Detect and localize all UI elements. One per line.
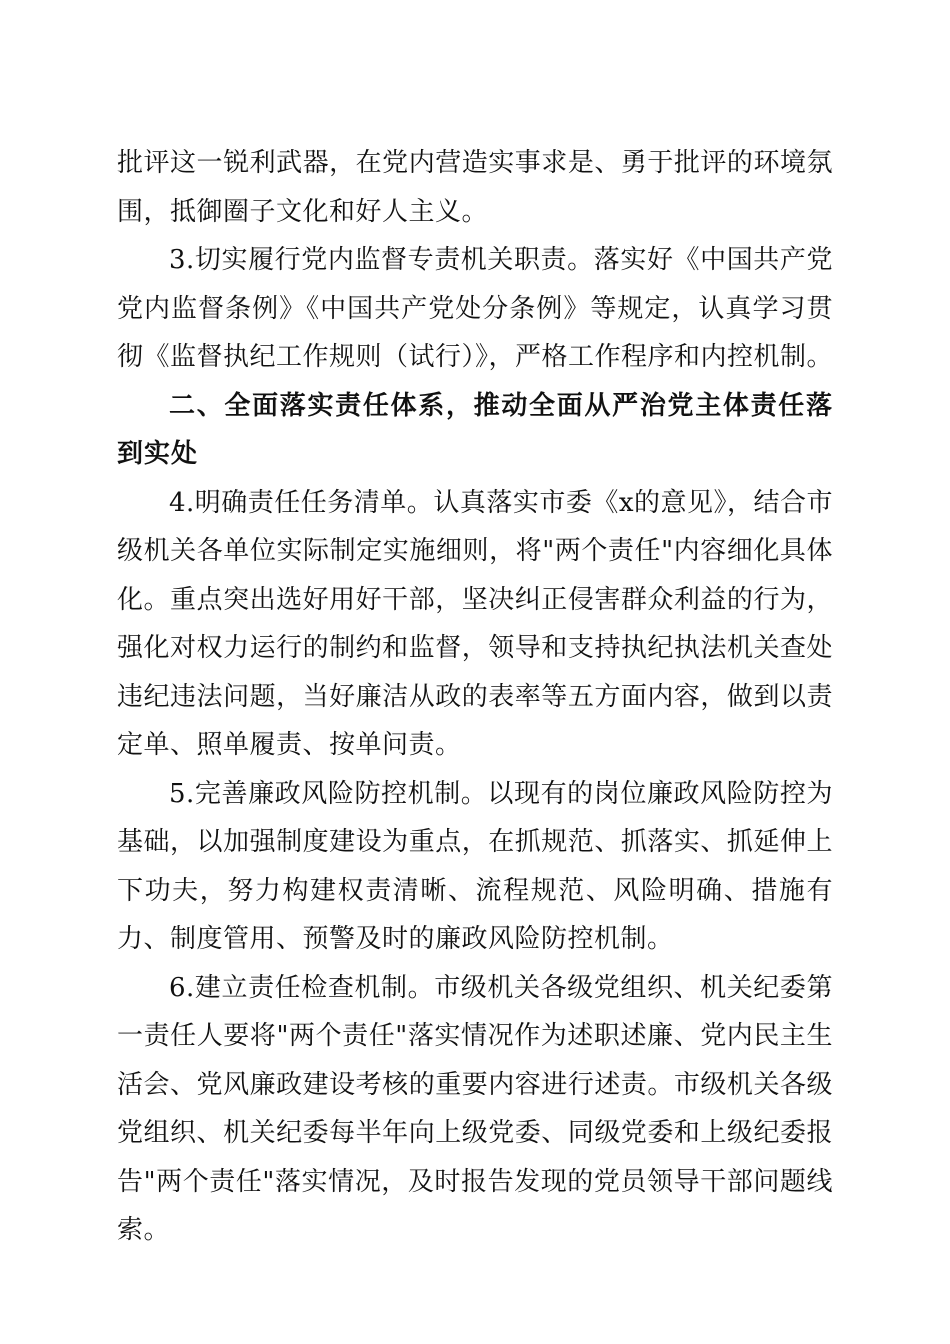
section-heading: 二、全面落实责任体系，推动全面从严治党主体责任落到实处 <box>117 390 833 469</box>
document-body <box>117 139 833 1255</box>
paragraph-continuation: 批评这一锐利武器，在党内营造实事求是、勇于批评的环境氛围，抵御圈子文化和好人主义。 <box>117 148 833 227</box>
paragraph-item-6: 6.建立责任检查机制。市级机关各级党组织、机关纪委第一责任人要将"两个责任"落实情况作为述职述廉、党内民主生活会、党风廉政建设考核的重要内容进行述责。市级机关各级党组织、机关纪委每半年向上级党委、同级党委和上级纪委报告"两个责任"落实情况，及时报告发现的党员领导干部问题线索。 <box>117 972 833 1245</box>
paragraph-item-5: 5.完善廉政风险防控机制。以现有的岗位廉政风险防控为基础，以加强制度建设为重点，在抓规范、抓落实、抓延伸上下功夫，努力构建权责清晰、流程规范、风险明确、措施有力、制度管用、预警及时的廉政风险防控机制。 <box>117 778 833 954</box>
paragraph-item-4: 4.明确责任任务清单。认真落实市委《x的意见》，结合市级机关各单位实际制定实施细则，将"两个责任"内容细化具体化。重点突出选好用好干部，坚决纠正侵害群众利益的行为，强化对权力运行的制约和监督，领导和支持执纪执法机关查处违纪违法问题，当好廉洁从政的表率等五方面内容，做到以责定单、照单履责、按单问责。 <box>117 487 833 760</box>
paragraph-item-3: 3.切实履行党内监督专责机关职责。落实好《中国共产党党内监督条例》《中国共产党处分条例》等规定，认真学习贯彻《监督执纪工作规则（试行）》，严格工作程序和内控机制。 <box>117 245 834 372</box>
